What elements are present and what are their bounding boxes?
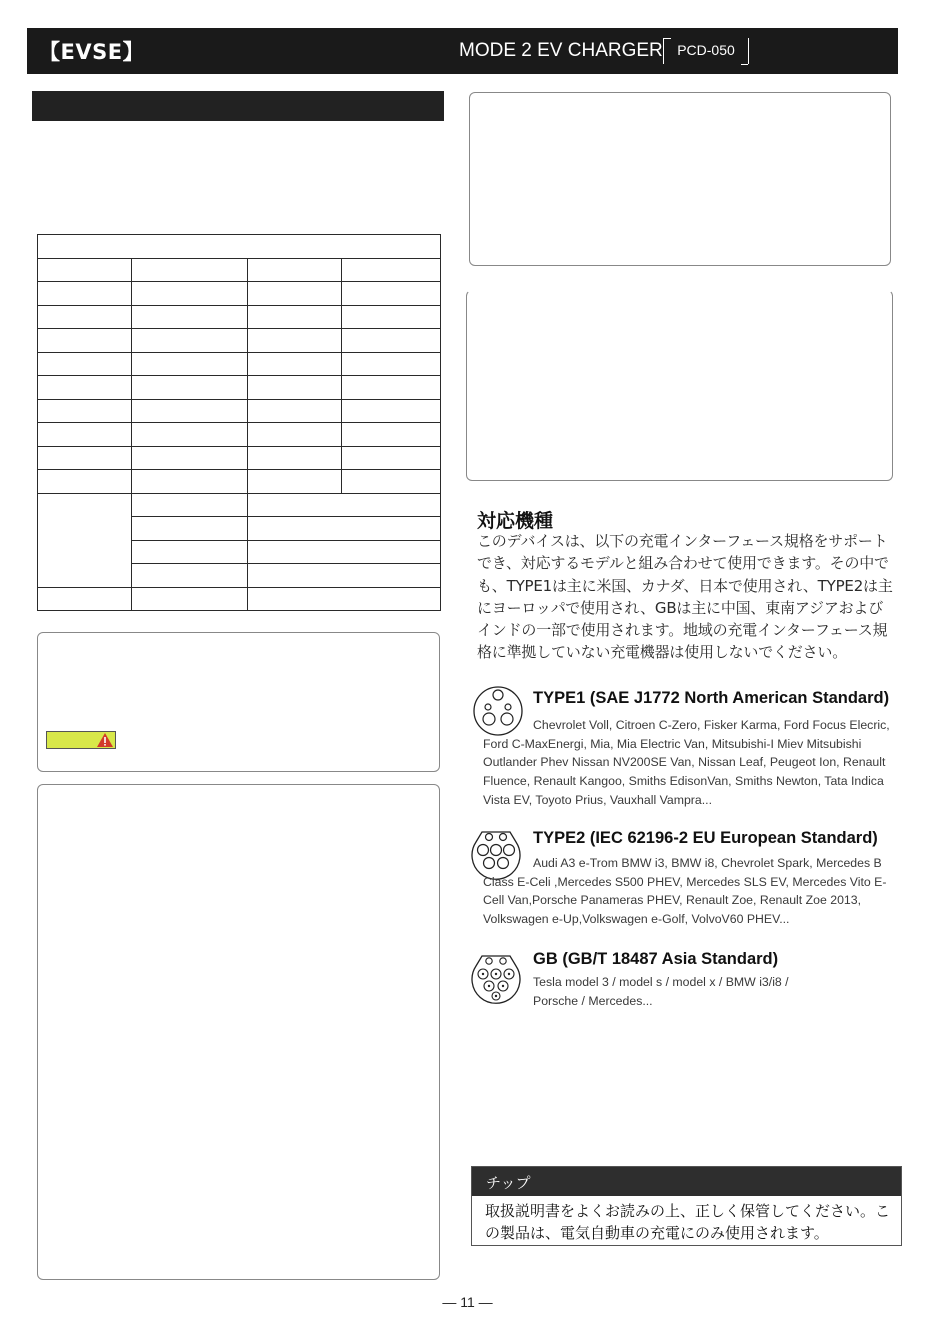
table-cell xyxy=(131,493,248,517)
table-cell xyxy=(342,305,441,329)
table-row xyxy=(38,235,441,259)
table-cell xyxy=(248,446,342,470)
table-cell xyxy=(38,376,132,400)
table-cell xyxy=(131,470,248,494)
table-cell xyxy=(38,305,132,329)
table-cell xyxy=(131,352,248,376)
gb-models: Tesla model 3 / model s / model x / BMW i3/i8 / Porsche / Mercedes... xyxy=(533,975,789,1008)
table-row xyxy=(38,282,441,306)
table-cell xyxy=(131,564,248,588)
tip-box xyxy=(471,1166,902,1246)
table-cell xyxy=(131,423,248,447)
type1-title: TYPE1 (SAE J1772 North American Standard) xyxy=(533,689,890,707)
type2-models-first: Audi A3 e-Trom BMW i3, BMW i8, Chevrolet Spark, Mercedes B xyxy=(533,856,882,870)
table-cell xyxy=(38,329,132,353)
gb-connector-icon xyxy=(470,952,522,1004)
table-cell xyxy=(342,399,441,423)
table-row xyxy=(38,423,441,447)
table-cell xyxy=(342,446,441,470)
table-cell xyxy=(38,282,132,306)
table-cell xyxy=(131,540,248,564)
table-cell xyxy=(131,446,248,470)
gb-title: GB (GB/T 18487 Asia Standard) xyxy=(533,950,779,968)
table-cell xyxy=(342,282,441,306)
type2-title: TYPE2 (IEC 62196-2 EU European Standard) xyxy=(533,829,878,847)
type1-models xyxy=(483,716,893,810)
table-cell xyxy=(248,258,342,282)
model-code: PCD-050 xyxy=(663,38,749,64)
table-cell xyxy=(248,517,441,541)
table-cell xyxy=(248,282,342,306)
table-cell xyxy=(38,470,132,494)
table-cell xyxy=(38,352,132,376)
type1-models-first: Chevrolet Voll, Citroen C-Zero, Fisker Karma, Ford Focus Elecric, xyxy=(533,718,890,732)
table-cell xyxy=(248,376,342,400)
table-cell xyxy=(342,376,441,400)
table-row xyxy=(38,446,441,470)
type2-models-rest: Class E-Celi ,Mercedes S500 PHEV, Mercedes SLS EV, Mercedes Vito E-Cell Van,Porsche Panameras PHEV, Renault Zoe, Renault Zoe 2013, Volkswagen e-Up,Volkswagen e-Golf, VolvoV60 PHEV... xyxy=(483,874,887,927)
table-row xyxy=(38,305,441,329)
table-cell xyxy=(38,587,132,611)
table-cell xyxy=(248,423,342,447)
info-box xyxy=(469,92,891,266)
warning-triangle-icon xyxy=(96,732,114,748)
compat-description: このデバイスは、以下の充電インターフェース規格をサポートでき、対応するモデルと組み合わせて使用できます。その中でも、TYPE1は主に米国、カナダ、日本で使用され、TYPE2は主にヨーロッパで使用され、GBは主に中国、東南アジアおよびインドの一部で使用されます。地域の充電インターフェース規格に準拠していない充電機器は使用しないでください。 xyxy=(477,532,893,662)
table-cell xyxy=(131,282,248,306)
table-cell xyxy=(342,329,441,353)
table-cell xyxy=(38,235,441,259)
table-cell xyxy=(38,493,132,587)
table-cell xyxy=(248,305,342,329)
spec-table xyxy=(37,234,441,611)
tip-label: チップ xyxy=(472,1167,901,1196)
brand-label: 【EVSE】 xyxy=(39,40,145,64)
table-cell xyxy=(248,540,441,564)
table-row xyxy=(38,470,441,494)
table-cell xyxy=(38,399,132,423)
table-cell xyxy=(248,352,342,376)
table-cell xyxy=(131,399,248,423)
table-cell xyxy=(131,258,248,282)
table-cell xyxy=(38,423,132,447)
table-row xyxy=(38,376,441,400)
table-cell xyxy=(248,564,441,588)
info-box-titled xyxy=(466,290,893,481)
table-row xyxy=(38,352,441,376)
table-cell xyxy=(131,517,248,541)
table-cell xyxy=(248,329,342,353)
page-number: — 11 — xyxy=(442,1294,493,1310)
table-cell xyxy=(342,352,441,376)
type2-models xyxy=(483,854,893,929)
table-row xyxy=(38,399,441,423)
type1-models-rest: Ford C-MaxEnergi, Mia, Mia Electric Van, Mitsubishi-I Miev Mitsubishi Outlander Phev Nissan NV200SE Van, Nissan Leaf, Peugeot Ion, Renault Fluence, Renault Kangoo, Smiths EdisonVan, Smiths Newton, Tata Indica Vista EV, Toyoto Prius, Vauxhall Vampra... xyxy=(483,736,886,807)
section-heading-bar xyxy=(32,91,444,121)
table-cell xyxy=(248,470,342,494)
table-cell xyxy=(248,587,441,611)
table-cell xyxy=(342,423,441,447)
table-cell xyxy=(131,587,248,611)
table-cell xyxy=(131,329,248,353)
page-header xyxy=(27,28,898,74)
table-row xyxy=(38,587,441,611)
table-cell xyxy=(342,470,441,494)
compat-heading: 対応機種 xyxy=(477,510,554,532)
table-cell xyxy=(38,258,132,282)
table-cell xyxy=(248,399,342,423)
model-name: MODE 2 EV CHARGER xyxy=(459,40,663,61)
table-cell xyxy=(342,258,441,282)
table-row xyxy=(38,493,441,517)
table-row xyxy=(38,258,441,282)
table-cell xyxy=(131,305,248,329)
table-row xyxy=(38,329,441,353)
table-cell xyxy=(248,493,441,517)
warning-box xyxy=(37,632,440,772)
content-box xyxy=(37,784,440,1280)
table-cell xyxy=(38,446,132,470)
tip-text: 取扱説明書をよくお読みの上、正しく保管してください。この製品は、電気自動車の充電にのみ使用されます。 xyxy=(485,1202,891,1242)
table-cell xyxy=(131,376,248,400)
